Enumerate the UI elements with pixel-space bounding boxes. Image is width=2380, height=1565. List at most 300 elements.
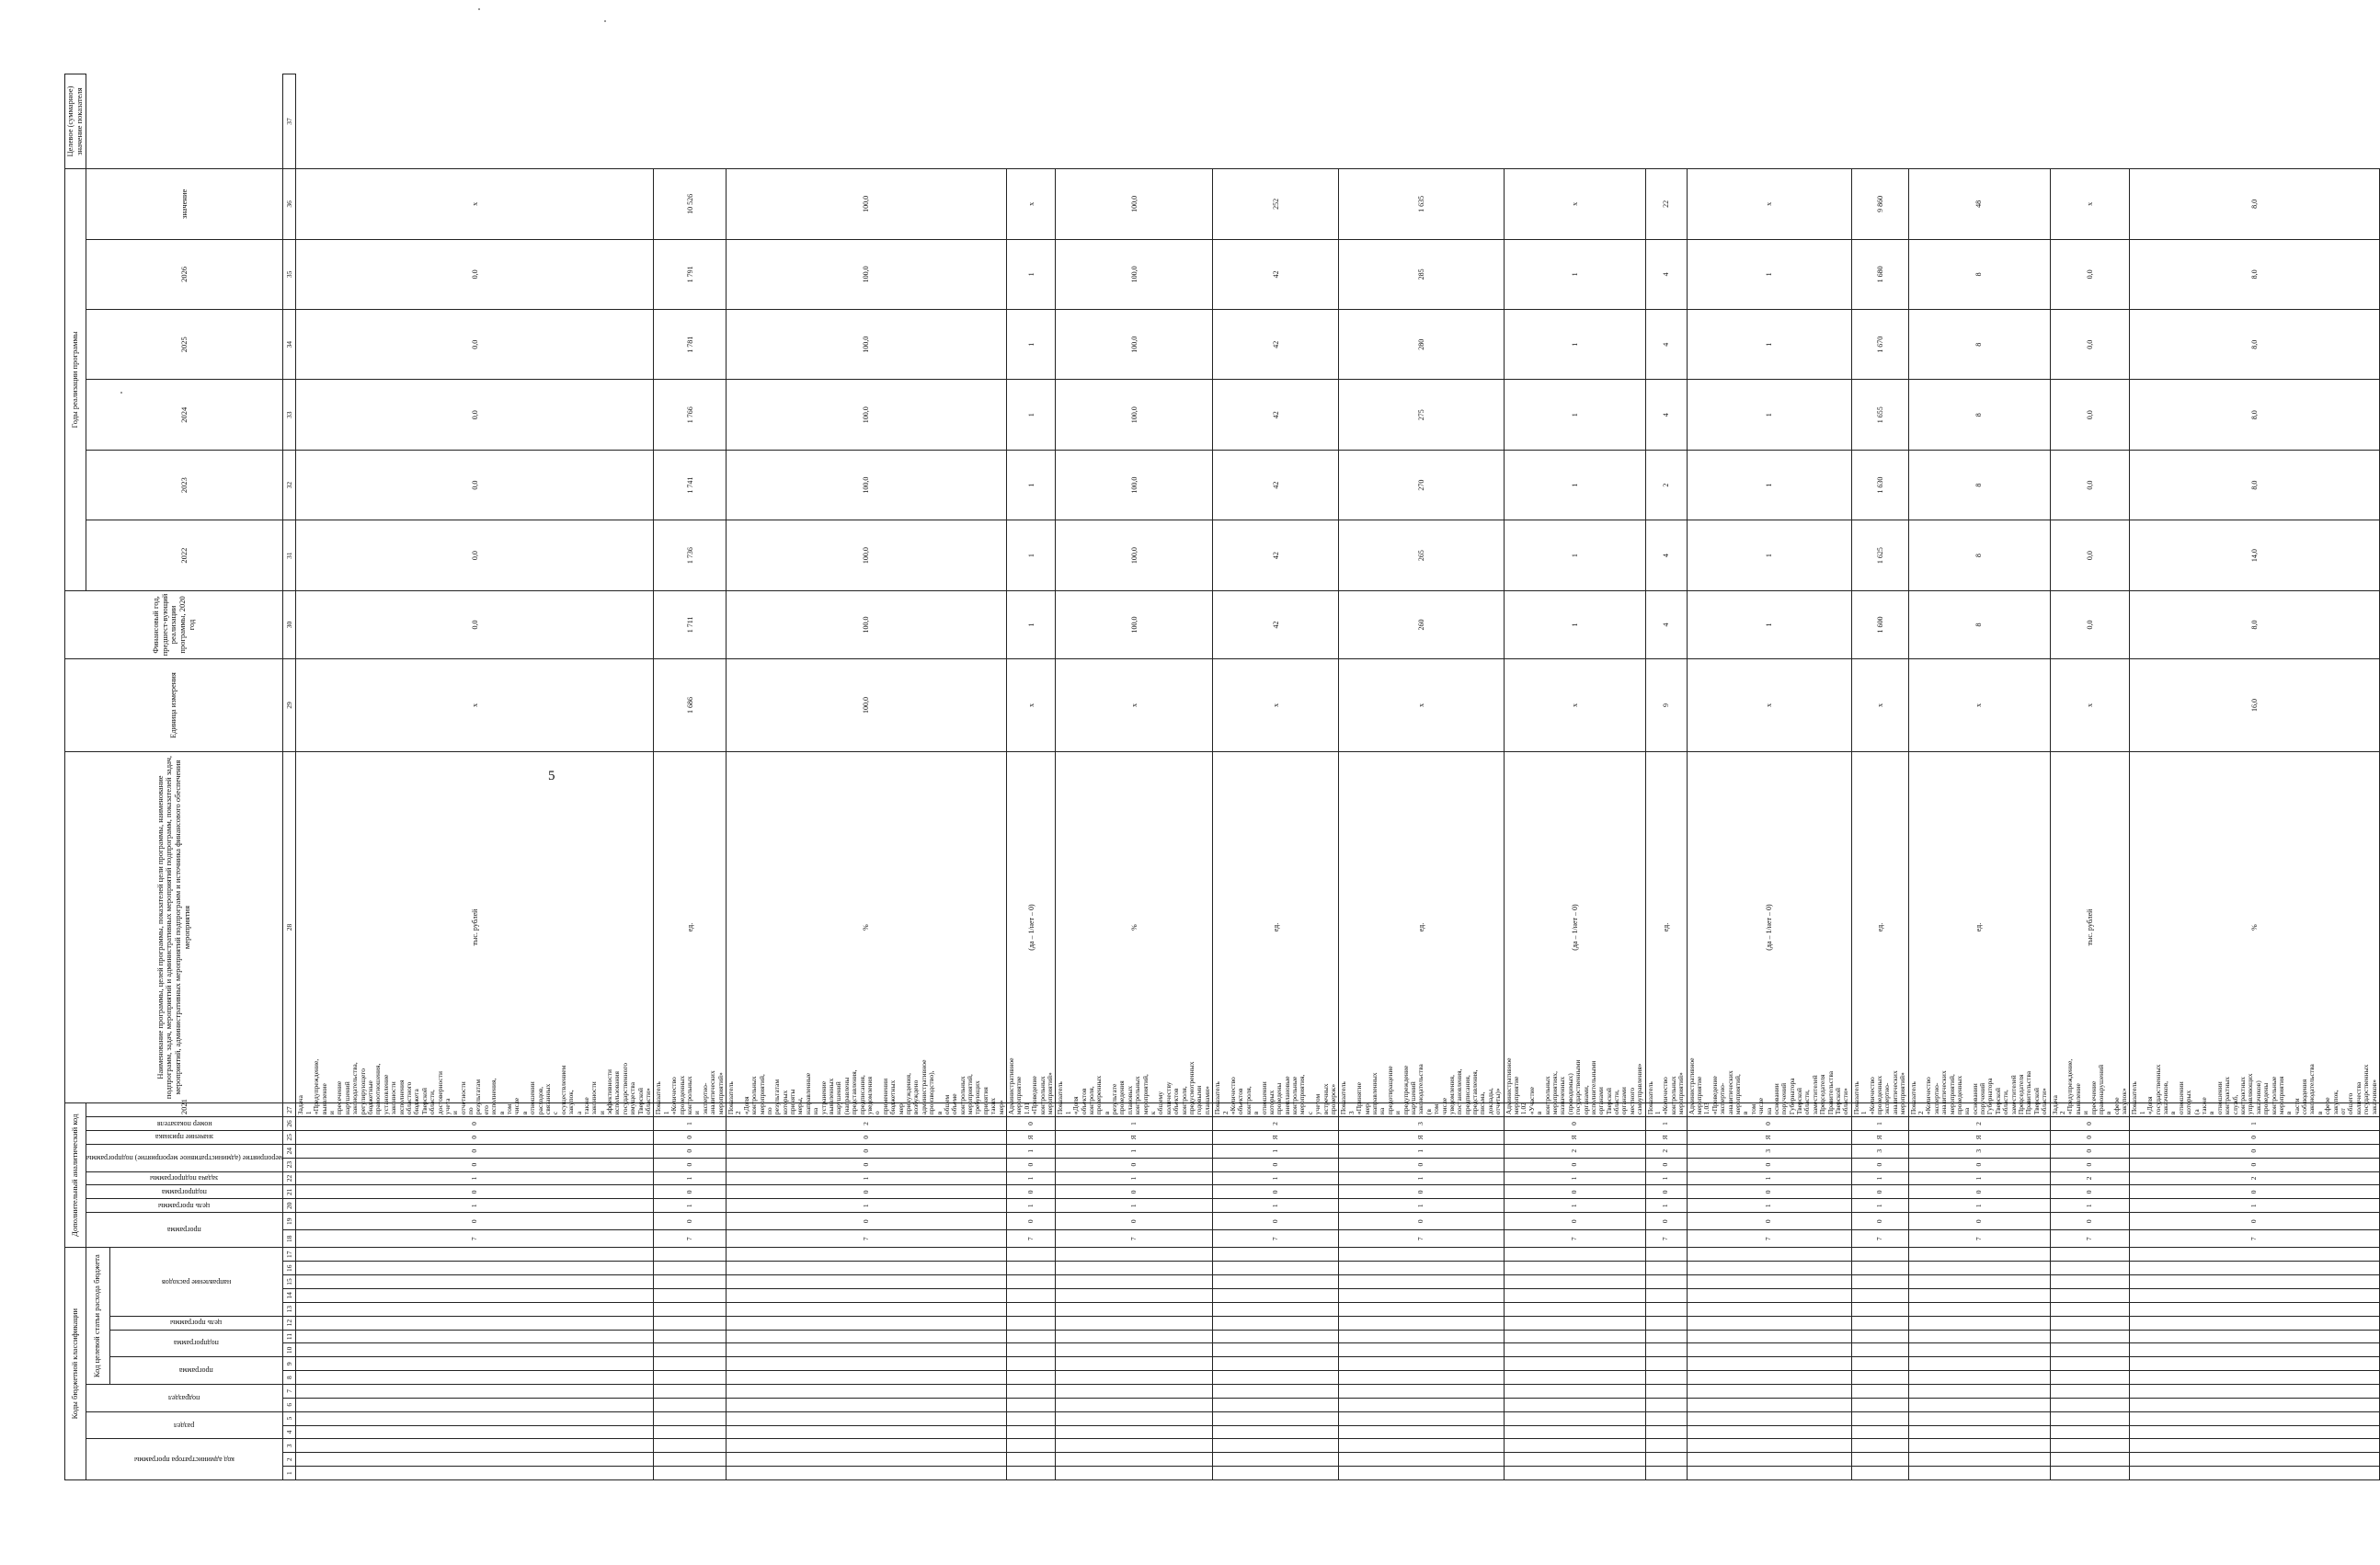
row-year-value: 100,0 [726,380,1006,450]
row-year-value: 42 [1213,239,1339,309]
admin-code-header [86,1439,283,1480]
row-base-year: х [1056,659,1213,752]
row-unit: ед. [1908,751,2050,1102]
empty-code-cell [2050,1330,2130,1343]
code-digit: 0 [654,1130,727,1144]
row-year-value: 2 [1645,450,1687,520]
empty-code-cell [1908,1398,2050,1411]
code-digit: 1 [1908,1171,2050,1185]
code-digit: 1 [1851,1171,1908,1185]
code-digit: 1 [2050,1199,2130,1213]
code-digit: 1 [1007,1171,1056,1185]
empty-code-cell [296,1343,654,1357]
kcsr-subprogram-header-label: подпрограмма [174,1339,219,1348]
empty-code-cell [1213,1357,1339,1371]
row-year-value: 1 [1007,239,1056,309]
empty-code-cell [1007,1384,1056,1398]
program-table [64,74,2380,1480]
empty-code-cell [2130,1371,2380,1385]
code-digit: 1 [1213,1199,1339,1213]
code-digit: 1 [2130,1199,2380,1213]
empty-code-cell [1851,1316,1908,1330]
code-digit: 1 [1213,1171,1339,1185]
dop-event-header [86,1144,283,1171]
empty-code-cell [1056,1343,1213,1357]
dop-code-header: Дополнительный аналитический код [65,1103,86,1248]
empty-code-cell [1007,1453,1056,1467]
empty-code-cell [2130,1288,2380,1302]
empty-code-cell [1851,1302,1908,1316]
empty-code-cell [1339,1411,1504,1425]
page-number: 5 [548,769,555,783]
year-header: 2023 [86,450,283,520]
code-digit: Я [1339,1130,1504,1144]
row-name: Задача 2 «Предупреждение, выявление и пресечение правонарушений в сфере закупок» [2050,1103,2130,1117]
empty-code-cell [1504,1302,1645,1316]
row-year-value: 1 [1504,380,1645,450]
row-unit: ед. [1213,751,1339,1102]
code-digit: 1 [1504,1171,1645,1185]
empty-code-cell [1645,1398,1687,1411]
row-unit: ед. [1851,751,1908,1102]
code-digit: 1 [1851,1199,1908,1213]
empty-code-cell [1687,1288,1851,1302]
dop-goal-header-label: цель программы [158,1201,211,1210]
empty-code-cell [2050,1288,2130,1302]
row-year-value: 0,0 [2050,590,2130,658]
row-year-value: 1 711 [654,590,727,658]
code-digit: 0 [2130,1130,2380,1144]
code-digit: 1 [1908,1199,2050,1213]
empty-code-cell [1213,1275,1339,1289]
dop-event-header-label: мероприятие (административное мероприятие) подпрограммы [86,1153,283,1162]
code-digit: 1 [1851,1117,1908,1131]
empty-code-cell [2130,1316,2380,1330]
empty-code-cell [1645,1262,1687,1275]
code-digit: 0 [1851,1158,1908,1171]
code-digit: 1 [1056,1171,1213,1185]
empty-code-cell [1504,1316,1645,1330]
kcsr-header: Код целевой статьи расхода бюджета [86,1248,109,1385]
column-number: 23 [283,1158,296,1171]
empty-code-cell [654,1467,727,1480]
empty-code-cell [1687,1411,1851,1425]
code-digit: 0 [1645,1158,1687,1171]
row-year-value: 1 [1007,310,1056,380]
empty-code-cell [1687,1467,1851,1480]
code-digit: 1 [296,1171,654,1185]
empty-code-cell [1339,1439,1504,1453]
empty-code-cell [726,1357,1006,1371]
empty-code-cell [1213,1439,1339,1453]
table-row [1007,74,1056,1480]
empty-code-cell [1504,1248,1645,1262]
empty-code-cell [2130,1357,2380,1371]
empty-code-cell [296,1275,654,1289]
code-digit: 0 [1339,1213,1504,1230]
code-digit: 0 [1687,1185,1851,1199]
column-number: 13 [283,1302,296,1316]
empty-code-cell [1007,1275,1056,1289]
target-header: Целевое (суммарное) значение показателя [65,74,86,169]
row-base-year: х [1007,659,1056,752]
column-number: 31 [283,520,296,590]
empty-code-cell [1504,1425,1645,1439]
code-digit: 1 [1007,1144,1056,1158]
empty-code-cell [654,1275,727,1289]
empty-code-cell [1851,1357,1908,1371]
row-year-value: 42 [1213,590,1339,658]
empty-code-cell [726,1411,1006,1425]
empty-code-cell [726,1302,1006,1316]
empty-code-cell [1213,1371,1339,1385]
code-digit: 1 [726,1171,1006,1185]
column-number: 26 [283,1117,296,1131]
code-digit: 2 [726,1117,1006,1131]
code-digit: 7 [1339,1230,1504,1248]
empty-code-cell [1504,1330,1645,1343]
code-digit: 0 [654,1185,727,1199]
code-digit: 1 [1687,1171,1851,1185]
empty-code-cell [654,1453,727,1467]
row-year-value: 1 791 [654,239,727,309]
row-target: х [1007,169,1056,240]
code-digit: Я [1007,1130,1056,1144]
empty-code-cell [1007,1248,1056,1262]
code-digit: 1 [1645,1117,1687,1131]
empty-code-cell [2130,1343,2380,1357]
row-unit: тыс. рублей [2050,751,2130,1102]
empty-code-cell [1007,1411,1056,1425]
empty-code-cell [1687,1425,1851,1439]
code-digit: 1 [1339,1171,1504,1185]
code-digit: 0 [2130,1158,2380,1171]
row-year-value: 8 [1908,310,2050,380]
column-number: 17 [283,1248,296,1262]
empty-code-cell [1213,1411,1339,1425]
row-target: 8,0 [2130,169,2380,240]
empty-code-cell [2050,1384,2130,1398]
code-digit: Я [1213,1130,1339,1144]
empty-code-cell [726,1439,1006,1453]
empty-code-cell [1007,1425,1056,1439]
code-digit: 1 [1645,1199,1687,1213]
empty-code-cell [1339,1302,1504,1316]
empty-code-cell [1645,1371,1687,1385]
code-digit: 7 [1504,1230,1645,1248]
column-number: 14 [283,1288,296,1302]
row-name: Административное мероприятие 1.03 «Проведение экспертно-аналитических мероприятий, в том числе на основании поручений Губернатора Тверской области, заместителей Председателя Правительства Тверской области» [1687,1103,1851,1117]
row-year-value: 1 [1007,450,1056,520]
row-year-value: 42 [1213,450,1339,520]
column-number: 4 [283,1425,296,1439]
row-year-value: 8 [1908,590,2050,658]
empty-code-cell [1908,1384,2050,1398]
empty-code-cell [1213,1425,1339,1439]
empty-code-cell [1851,1343,1908,1357]
row-year-value: 1 [1504,590,1645,658]
code-digit: 0 [1504,1213,1645,1230]
empty-code-cell [1908,1411,2050,1425]
kcsr-subprogram-header [109,1330,283,1357]
column-number: 33 [283,380,296,450]
scan-speck [604,20,606,22]
row-target: х [1687,169,1851,240]
code-digit: 0 [1645,1213,1687,1230]
empty-code-cell [654,1262,727,1275]
empty-code-cell [296,1248,654,1262]
row-year-value: 1 655 [1851,380,1908,450]
empty-code-cell [1007,1439,1056,1453]
row-year-value: 1 625 [1851,520,1908,590]
empty-code-cell [1645,1425,1687,1439]
column-number: 30 [283,590,296,658]
empty-code-cell [2130,1411,2380,1425]
empty-code-cell [2130,1275,2380,1289]
empty-code-cell [1339,1330,1504,1343]
empty-code-cell [1851,1439,1908,1453]
empty-code-cell [1007,1467,1056,1480]
empty-code-cell [1007,1288,1056,1302]
code-digit: 7 [1007,1230,1056,1248]
column-number: 8 [283,1371,296,1385]
code-digit: 0 [654,1213,727,1230]
row-unit: (да – 1/нет – 0) [1687,751,1851,1102]
years-header: Годы реализации программы [65,169,86,591]
empty-code-cell [1056,1316,1213,1330]
empty-code-cell [726,1330,1006,1343]
empty-code-cell [2050,1248,2130,1262]
empty-code-cell [1504,1453,1645,1467]
row-year-value: 4 [1645,239,1687,309]
empty-code-cell [1213,1302,1339,1316]
empty-code-cell [296,1384,654,1398]
row-year-value: 100,0 [726,520,1006,590]
row-year-value: 100,0 [1056,520,1213,590]
table-row [1851,74,1908,1480]
row-year-value: 100,0 [1056,380,1213,450]
row-year-value: 1 600 [1851,590,1908,658]
row-year-value: 1 [1687,450,1851,520]
row-base-year: х [1213,659,1339,752]
empty-code-cell [2130,1439,2380,1453]
empty-code-cell [2130,1453,2380,1467]
row-year-value: 0,0 [2050,450,2130,520]
empty-code-cell [1851,1425,1908,1439]
row-year-value: 1 [1687,520,1851,590]
empty-code-cell [1339,1343,1504,1357]
column-number: 11 [283,1330,296,1343]
code-digit: 0 [2050,1158,2130,1171]
empty-code-cell [1687,1275,1851,1289]
code-digit: 1 [1056,1144,1213,1158]
code-digit: 0 [1851,1213,1908,1230]
row-year-value: 1 [1504,239,1645,309]
empty-code-cell [1908,1371,2050,1385]
empty-code-cell [1645,1288,1687,1302]
empty-code-cell [726,1398,1006,1411]
row-unit: (да – 1/нет – 0) [1504,751,1645,1102]
column-number: 15 [283,1275,296,1289]
row-base-year: 16,0 [2130,659,2380,752]
row-year-value: 0,0 [296,380,654,450]
column-number: 2 [283,1453,296,1467]
empty-code-cell [296,1371,654,1385]
code-digit: 2 [1645,1144,1687,1158]
empty-code-cell [2050,1302,2130,1316]
code-digit: 0 [1851,1185,1908,1199]
empty-code-cell [654,1398,727,1411]
row-year-value: 1 [1504,310,1645,380]
empty-code-cell [726,1343,1006,1357]
empty-code-cell [1213,1384,1339,1398]
empty-code-cell [1645,1411,1687,1425]
empty-code-cell [1645,1248,1687,1262]
empty-code-cell [296,1330,654,1343]
code-digit: 0 [1007,1117,1056,1131]
empty-code-cell [654,1371,727,1385]
empty-code-cell [1056,1439,1213,1453]
row-name: Показатель 1 «Доля объектов контроля, проверенных в результате проведения плановых контрольных мероприятий, к общему количеству объектов контроля, предусмотренных годовыми планами» [1056,1103,1213,1117]
row-year-value: 0,0 [296,239,654,309]
code-digit: 0 [1908,1158,2050,1171]
table-row [1687,74,1851,1480]
empty-code-cell [1645,1357,1687,1371]
empty-code-cell [1645,1453,1687,1467]
row-year-value: 0,0 [2050,380,2130,450]
empty-code-cell [1056,1384,1213,1398]
code-digit: 1 [2130,1117,2380,1131]
code-digit: 0 [1007,1185,1056,1199]
code-digit: 0 [1504,1185,1645,1199]
dop-subprogram-header [86,1185,283,1199]
column-number: 12 [283,1316,296,1330]
row-year-value: 1 [1504,450,1645,520]
row-year-value: 100,0 [726,590,1006,658]
razdel-header [86,1411,283,1439]
empty-code-cell [1908,1316,2050,1330]
row-target: 9 860 [1851,169,1908,240]
code-digit: Я [1851,1130,1908,1144]
column-number: 29 [283,659,296,752]
code-digit: 0 [2130,1144,2380,1158]
row-name: Задача 1 «Предупреждение, выявление и пресечение нарушений законодательства, регулирующего бюджетные правоотношения, установление законности исполнения областного бюджета Тверской области, достоверности учета и отчетности по результатам его исполнения, в том числе в отношении расходов, связанных с осуществлением закупок, а также законности и эффективности использования государственного имущества Тверской области» [296,1103,654,1117]
column-number: 16 [283,1262,296,1275]
empty-code-cell [1213,1248,1339,1262]
empty-code-cell [296,1316,654,1330]
empty-code-cell [1056,1398,1213,1411]
empty-code-cell [1851,1371,1908,1385]
row-target: х [296,169,654,240]
code-digit: 1 [1007,1199,1056,1213]
scan-speck [478,8,480,10]
row-target: 1 635 [1339,169,1504,240]
row-year-value: 4 [1645,520,1687,590]
row-year-value: 1 [1504,520,1645,590]
empty-code-cell [1056,1248,1213,1262]
row-year-value: 42 [1213,520,1339,590]
empty-code-cell [726,1453,1006,1467]
row-base-year: х [1687,659,1851,752]
rotated-table-wrapper [64,74,2378,1480]
code-digit: 0 [2050,1130,2130,1144]
column-number: 27 [283,1103,296,1117]
empty-code-cell [1504,1371,1645,1385]
code-digit: 1 [654,1199,727,1213]
dop-indicator-header [86,1117,283,1131]
empty-code-cell [1056,1425,1213,1439]
code-digit: 0 [2050,1117,2130,1131]
empty-code-cell [654,1439,727,1453]
empty-code-cell [726,1248,1006,1262]
empty-code-cell [1851,1330,1908,1343]
table-row [1504,74,1645,1480]
code-digit: 0 [296,1144,654,1158]
empty-code-cell [2050,1357,2130,1371]
row-unit: ед. [1339,751,1504,1102]
header-row-1 [65,74,86,1480]
empty-code-cell [1056,1411,1213,1425]
code-digit: 1 [296,1199,654,1213]
code-digit: 0 [1687,1117,1851,1131]
code-digit: 0 [1908,1185,2050,1199]
empty-code-cell [1645,1302,1687,1316]
name-header: Наименование программы, целей программы, показателей цели программы, наименование подпрограмм, задач, мероприятий и административных мероприятий подпрограмм, показателей задач, мероприятий, административных мероприятий подпрограмм и источника финансового обеспечения мероприятия [65,751,283,1102]
code-digit: 1 [654,1171,727,1185]
empty-code-cell [2050,1439,2130,1453]
empty-code-cell [296,1439,654,1453]
row-name: Показатель 1 «Количество контрольных мероприятий» [1645,1103,1687,1117]
column-number: 6 [283,1398,296,1411]
empty-code-cell [1687,1453,1851,1467]
empty-code-cell [1056,1302,1213,1316]
code-digit: 7 [2050,1230,2130,1248]
empty-code-cell [726,1384,1006,1398]
empty-code-cell [1851,1453,1908,1467]
empty-code-cell [1687,1302,1851,1316]
empty-code-cell [2050,1316,2130,1330]
row-year-value: 8,0 [2130,310,2380,380]
table-row [1645,74,1687,1480]
row-target: 10 526 [654,169,727,240]
empty-code-cell [654,1288,727,1302]
code-digit: 1 [726,1199,1006,1213]
code-digit: 3 [1851,1144,1908,1158]
row-year-value: 42 [1213,380,1339,450]
empty-code-cell [2130,1330,2380,1343]
empty-code-cell [1339,1316,1504,1330]
empty-code-cell [2050,1275,2130,1289]
row-year-value: 1 741 [654,450,727,520]
code-digit: 0 [296,1158,654,1171]
empty-code-cell [1339,1371,1504,1385]
dop-subprogram-header-label: подпрограмма [162,1187,207,1196]
row-name: Показатель 2 «Доля контрольных мероприятий, по результатам которых приняты меры, направленные на устранение выявленных нарушений (направлены представления, предписания, уведомления о применении бюджетных мер принуждения, возбуждено административное производство), в общем объеме контрольных мероприятий, требующих принятия таких мер» [726,1103,1006,1117]
column-number: 18 [283,1230,296,1248]
column-number-row [283,74,296,1480]
empty-code-cell [1687,1262,1851,1275]
empty-code-cell [1687,1343,1851,1357]
column-number: 35 [283,239,296,309]
code-digit: 0 [296,1117,654,1131]
code-digit: 7 [1213,1230,1339,1248]
admin-code-header-label: код администратора программы [134,1455,235,1464]
column-number: 25 [283,1130,296,1144]
empty-code-cell [654,1330,727,1343]
kcsr-direction-header-label: направление расходов [161,1277,232,1286]
empty-code-cell [1851,1467,1908,1480]
code-digit: 7 [654,1230,727,1248]
